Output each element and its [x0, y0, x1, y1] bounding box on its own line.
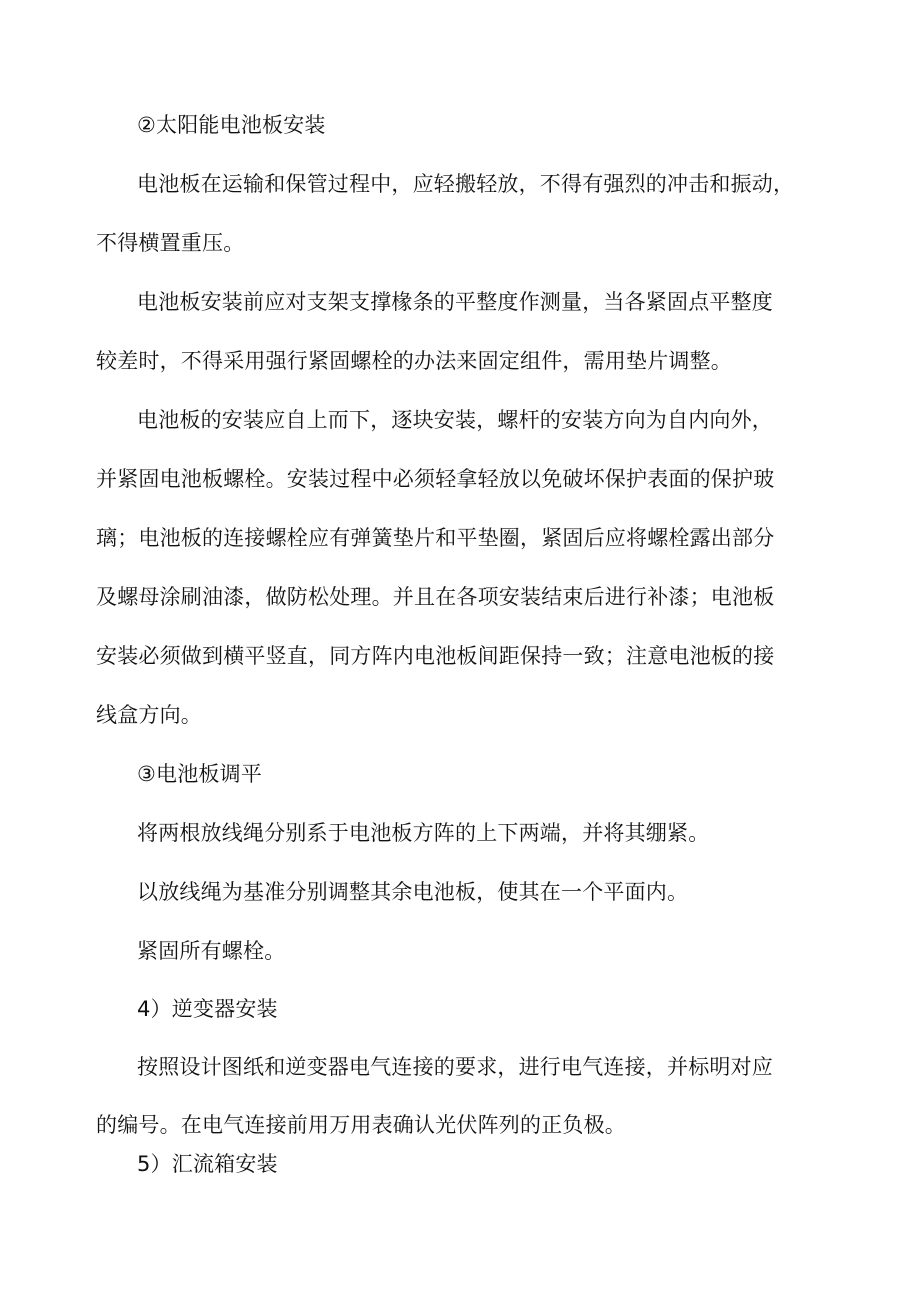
- paragraph-line: 较差时，不得采用强行紧固螺栓的办法来固定组件，需用垫片调整。: [96, 349, 732, 373]
- paragraph-line: 不得横置重压。: [96, 231, 245, 255]
- paragraph-line: 电池板的安装应自上而下，逐块安装，螺杆的安装方向为自内向外，: [137, 408, 773, 432]
- paragraph-line: 线盒方向。: [96, 703, 202, 727]
- paragraph-line: 以放线绳为基准分别调整其余电池板，使其在一个平面内。: [137, 880, 689, 904]
- paragraph-line: 璃；电池板的连接螺栓应有弹簧垫片和平垫圈，紧固后应将螺栓露出部分: [96, 526, 775, 550]
- paragraph-line: 并紧固电池板螺栓。安装过程中必须轻拿轻放以免破坏保护表面的保护玻: [96, 467, 775, 491]
- section-heading-solar-panel-install: ②太阳能电池板安装: [137, 113, 326, 137]
- paragraph-line: 的编号。在电气连接前用万用表确认光伏阵列的正负极。: [96, 1113, 626, 1137]
- section-heading-combiner-box-install: 5）汇流箱安装: [137, 1152, 278, 1176]
- paragraph-line: 将两根放线绳分别系于电池板方阵的上下两端，并将其绷紧。: [137, 821, 710, 845]
- paragraph-line: 电池板安装前应对支架支撑椽条的平整度作测量，当各紧固点平整度: [137, 290, 773, 314]
- paragraph-line: 紧固所有螺栓。: [137, 939, 286, 963]
- paragraph-line: 安装必须做到横平竖直，同方阵内电池板间距保持一致；注意电池板的接: [96, 644, 775, 668]
- paragraph-line: 电池板在运输和保管过程中，应轻搬轻放，不得有强烈的冲击和振动，: [137, 172, 795, 196]
- section-heading-panel-leveling: ③电池板调平: [137, 762, 263, 786]
- paragraph-line: 按照设计图纸和逆变器电气连接的要求，进行电气连接，并标明对应: [137, 1055, 773, 1079]
- section-heading-inverter-install: 4）逆变器安装: [137, 997, 278, 1021]
- paragraph-line: 及螺母涂刷油漆，做防松处理。并且在各项安装结束后进行补漆；电池板: [96, 585, 775, 609]
